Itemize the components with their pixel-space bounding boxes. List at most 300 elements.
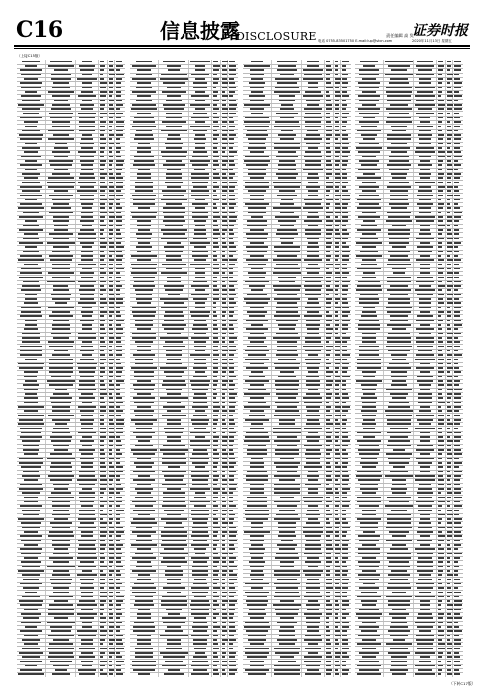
table-cell [162, 264, 186, 266]
table-cell [132, 557, 157, 559]
table-cell [417, 531, 432, 533]
table-cell [52, 151, 69, 153]
table-cell [100, 121, 106, 123]
table-cell [229, 428, 234, 430]
table-cell [25, 380, 37, 382]
table-cell [25, 592, 37, 594]
table-cell [222, 108, 228, 110]
table-cell [81, 535, 92, 537]
table-cell [229, 367, 234, 369]
table-cell [335, 462, 338, 464]
table-cell [335, 190, 339, 192]
table-cell [116, 540, 120, 542]
table-cell [447, 639, 450, 641]
table-cell [438, 440, 444, 442]
table-cell [109, 311, 114, 313]
table-cell [418, 613, 432, 615]
table-cell [109, 203, 113, 205]
table-cell [308, 173, 318, 175]
table-cell [222, 574, 226, 576]
table-cell [54, 518, 68, 520]
table-cell [276, 466, 297, 468]
table-cell [190, 445, 210, 447]
table-cell [229, 471, 236, 473]
table-cell [194, 346, 207, 348]
table-cell [438, 458, 442, 460]
table-cell [191, 315, 210, 317]
table-cell [359, 87, 380, 89]
table-cell [229, 587, 235, 589]
table-cell [82, 488, 92, 490]
table-cell [160, 337, 188, 339]
table-cell [420, 406, 429, 408]
table-cell [160, 449, 188, 451]
table-cell [109, 648, 115, 650]
table-cell [51, 74, 71, 76]
table-cell [213, 121, 218, 123]
table-cell [342, 333, 346, 335]
table-cell [389, 160, 409, 162]
table-cell [109, 514, 112, 516]
table-cell [116, 156, 121, 158]
table-cell [419, 298, 431, 300]
table-cell [192, 203, 209, 205]
table-cell [326, 126, 332, 128]
table-cell [274, 574, 300, 576]
table-cell [109, 376, 113, 378]
table-cell [161, 151, 187, 153]
table-cell [78, 518, 96, 520]
table-cell [192, 164, 209, 166]
table-cell [438, 272, 443, 274]
table-cell [213, 488, 220, 490]
table-cell [222, 453, 228, 455]
table-cell [305, 341, 322, 343]
table-cell [276, 393, 299, 395]
table-cell [24, 410, 38, 412]
table-cell [417, 380, 433, 382]
table-cell [135, 320, 152, 322]
table-cell [438, 419, 444, 421]
table-cell [417, 61, 434, 63]
table-cell [417, 587, 434, 589]
table-cell [81, 453, 94, 455]
table-cell [213, 108, 219, 110]
table-cell [335, 203, 340, 205]
table-cell [363, 376, 375, 378]
table-cell [166, 173, 182, 175]
table-cell [109, 406, 114, 408]
table-cell [229, 492, 233, 494]
table-cell [342, 497, 347, 499]
table-cell [335, 592, 340, 594]
table-cell [447, 656, 452, 658]
table-cell [222, 505, 226, 507]
table-column [355, 60, 463, 677]
table-cell [213, 212, 219, 214]
table-cell [100, 302, 107, 304]
table-cell [420, 600, 430, 602]
table-cell [454, 656, 460, 658]
table-cell [109, 669, 114, 671]
table-cell [116, 251, 122, 253]
table-cell [137, 613, 151, 615]
table-cell [116, 272, 120, 274]
table-cell [447, 505, 450, 507]
table-cell [78, 95, 95, 97]
table-cell [251, 268, 263, 270]
table-cell [100, 492, 104, 494]
table-cell [116, 471, 123, 473]
table-cell [116, 544, 123, 546]
table-cell [438, 384, 444, 386]
table-cell [133, 471, 154, 473]
table-cell [335, 626, 338, 628]
table-cell [109, 130, 112, 132]
table-cell [213, 220, 217, 222]
table-cell [79, 656, 95, 658]
table-cell [213, 406, 220, 408]
table-cell [447, 281, 452, 283]
table-cell [326, 199, 333, 201]
table-cell [247, 497, 266, 499]
table-cell [166, 126, 182, 128]
table-cell [326, 376, 331, 378]
table-cell [116, 570, 120, 572]
table-cell [213, 648, 219, 650]
table-cell [438, 203, 444, 205]
table-cell [222, 156, 228, 158]
table-cell [54, 449, 68, 451]
table-cell [391, 69, 407, 71]
table-cell [116, 242, 121, 244]
table-cell [454, 661, 460, 663]
table-cell [304, 220, 322, 222]
table-cell [192, 574, 209, 576]
table-cell [160, 635, 187, 637]
table-cell [306, 604, 320, 606]
table-cell [192, 518, 207, 520]
table-cell [387, 311, 411, 313]
table-cell [222, 609, 226, 611]
table-cell [326, 462, 330, 464]
table-cell [335, 87, 339, 89]
table-cell [360, 294, 378, 296]
table-cell [52, 505, 70, 507]
table-cell [392, 328, 406, 330]
table-cell [304, 315, 322, 317]
table-cell [165, 251, 183, 253]
table-cell [24, 389, 38, 391]
table-cell [357, 268, 381, 270]
table-cell [109, 527, 114, 529]
table-cell [305, 294, 321, 296]
table-cell [109, 389, 114, 391]
table-cell [116, 510, 124, 512]
table-cell [191, 609, 209, 611]
table-cell [49, 596, 73, 598]
table-cell [166, 376, 183, 378]
table-cell [168, 69, 181, 71]
table-cell [277, 346, 298, 348]
table-cell [447, 453, 452, 455]
table-cell [79, 510, 95, 512]
table-cell [244, 626, 270, 628]
table-cell [194, 548, 205, 550]
table-cell [359, 346, 378, 348]
table-cell [363, 138, 376, 140]
table-cell [164, 371, 184, 373]
table-cell [417, 203, 434, 205]
table-cell [116, 600, 123, 602]
table-cell [248, 212, 265, 214]
table-cell [335, 410, 340, 412]
table-cell [278, 535, 296, 537]
table-cell [195, 65, 204, 67]
table-cell [109, 518, 113, 520]
table-cell [276, 233, 298, 235]
table-cell [362, 341, 376, 343]
table-cell [53, 216, 68, 218]
table-cell [274, 475, 301, 477]
table-cell [166, 255, 181, 257]
table-cell [418, 402, 432, 404]
table-cell [229, 324, 233, 326]
table-cell [22, 333, 40, 335]
table-cell [229, 156, 234, 158]
table-cell [454, 298, 459, 300]
table-cell [79, 121, 96, 123]
table-cell [363, 531, 375, 533]
table-cell [229, 574, 237, 576]
table-cell [415, 596, 435, 598]
table-cell [47, 182, 74, 184]
table-cell [135, 363, 152, 365]
table-cell [420, 225, 430, 227]
table-cell [303, 497, 322, 499]
table-cell [100, 415, 104, 417]
table-cell [100, 147, 105, 149]
table-cell [342, 121, 347, 123]
table-cell [342, 419, 347, 421]
table-cell [280, 656, 294, 658]
table-cell [326, 328, 333, 330]
table-cell [190, 604, 210, 606]
table-cell [335, 341, 341, 343]
table-cell [392, 246, 407, 248]
table-cell [326, 669, 332, 671]
table-cell [193, 583, 207, 585]
table-cell [335, 238, 341, 240]
table-cell [229, 264, 235, 266]
table-cell [100, 587, 104, 589]
table-cell [213, 147, 217, 149]
table-cell [390, 579, 408, 581]
header-rule-thick [14, 45, 470, 47]
table-cell [249, 548, 265, 550]
table-cell [116, 522, 120, 524]
table-cell [276, 613, 299, 615]
table-cell [438, 510, 441, 512]
table-cell [438, 643, 445, 645]
table-cell [229, 384, 235, 386]
table-cell [326, 643, 331, 645]
table-cell [222, 376, 225, 378]
table-cell [23, 445, 38, 447]
table-cell [48, 656, 75, 658]
table-cell [342, 130, 346, 132]
table-cell [222, 535, 225, 537]
table-cell [116, 604, 121, 606]
table-cell [438, 212, 441, 214]
table-cell [82, 307, 91, 309]
table-cell [342, 402, 346, 404]
table-cell [326, 557, 331, 559]
table-cell [167, 277, 181, 279]
table-cell [387, 117, 411, 119]
table-cell [244, 531, 269, 533]
table-cell [48, 307, 75, 309]
table-cell [326, 229, 333, 231]
table-cell [100, 622, 106, 624]
table-cell [305, 535, 321, 537]
table-cell [447, 328, 451, 330]
table-cell [447, 143, 451, 145]
table-cell [326, 609, 332, 611]
table-cell [229, 553, 233, 555]
table-cell [306, 393, 320, 395]
table-cell [193, 376, 207, 378]
table-cell [335, 186, 339, 188]
table-cell [24, 302, 38, 304]
table-cell [109, 186, 114, 188]
table-cell [335, 557, 338, 559]
table-cell [417, 315, 432, 317]
table-cell [213, 376, 217, 378]
table-cell [24, 544, 38, 546]
table-cell [391, 126, 406, 128]
table-cell [362, 510, 377, 512]
table-cell [392, 544, 407, 546]
table-cell [454, 130, 458, 132]
table-cell [388, 302, 410, 304]
table-cell [454, 78, 460, 80]
table-cell [280, 238, 293, 240]
table-cell [222, 229, 227, 231]
table-cell [49, 255, 72, 257]
table-cell [419, 630, 430, 632]
table-cell [50, 471, 73, 473]
table-cell [194, 229, 206, 231]
table-cell [438, 656, 442, 658]
table-cell [109, 410, 114, 412]
table-cell [326, 630, 330, 632]
table-cell [447, 419, 450, 421]
table-cell [277, 471, 297, 473]
table-cell [116, 367, 123, 369]
table-cell [54, 225, 67, 227]
table-cell [447, 440, 453, 442]
table-cell [165, 289, 182, 291]
table-cell [100, 397, 104, 399]
table-cell [247, 251, 267, 253]
table-cell [417, 561, 433, 563]
table-cell [274, 186, 300, 188]
table-cell [195, 199, 205, 201]
table-cell [454, 264, 459, 266]
table-cell [193, 656, 207, 658]
table-cell [447, 87, 451, 89]
table-cell [20, 195, 42, 197]
table-cell [80, 160, 94, 162]
table-cell [438, 126, 441, 128]
table-cell [447, 311, 451, 313]
table-cell [418, 462, 432, 464]
table-cell [342, 622, 349, 624]
table-cell [164, 673, 184, 675]
table-cell [308, 479, 318, 481]
table-cell [447, 182, 451, 184]
table-cell [447, 61, 451, 63]
table-cell [163, 656, 184, 658]
table-cell [229, 380, 233, 382]
table-cell [116, 138, 120, 140]
table-cell [342, 190, 348, 192]
table-cell [307, 302, 319, 304]
table-cell [326, 393, 332, 395]
table-cell [335, 281, 339, 283]
table-cell [52, 501, 69, 503]
table-cell [160, 367, 187, 369]
table-cell [447, 302, 453, 304]
table-cell [326, 592, 330, 594]
table-cell [273, 604, 301, 606]
table-cell [229, 216, 237, 218]
table-cell [307, 238, 319, 240]
table-cell [53, 553, 68, 555]
table-cell [419, 138, 432, 140]
table-cell [277, 406, 297, 408]
table-cell [247, 596, 268, 598]
table-cell [109, 462, 112, 464]
table-cell [109, 363, 113, 365]
table-cell [359, 453, 379, 455]
table-cell [362, 156, 376, 158]
table-cell [438, 471, 443, 473]
table-cell [213, 639, 217, 641]
table-cell [19, 488, 42, 490]
table-cell [82, 268, 92, 270]
table-cell [326, 289, 333, 291]
table-cell [222, 182, 227, 184]
table-cell [80, 195, 95, 197]
table-cell [78, 527, 96, 529]
table-cell [335, 548, 341, 550]
table-cell [447, 673, 452, 675]
table-cell [138, 574, 150, 576]
table-cell [417, 419, 433, 421]
table-cell [438, 604, 441, 606]
table-cell [166, 648, 182, 650]
table-cell [326, 281, 331, 283]
table-cell [438, 233, 442, 235]
table-cell [274, 665, 300, 667]
table-cell [335, 100, 339, 102]
table-cell [326, 113, 330, 115]
table-cell [229, 143, 234, 145]
table-cell [326, 225, 332, 227]
table-cell [306, 380, 319, 382]
